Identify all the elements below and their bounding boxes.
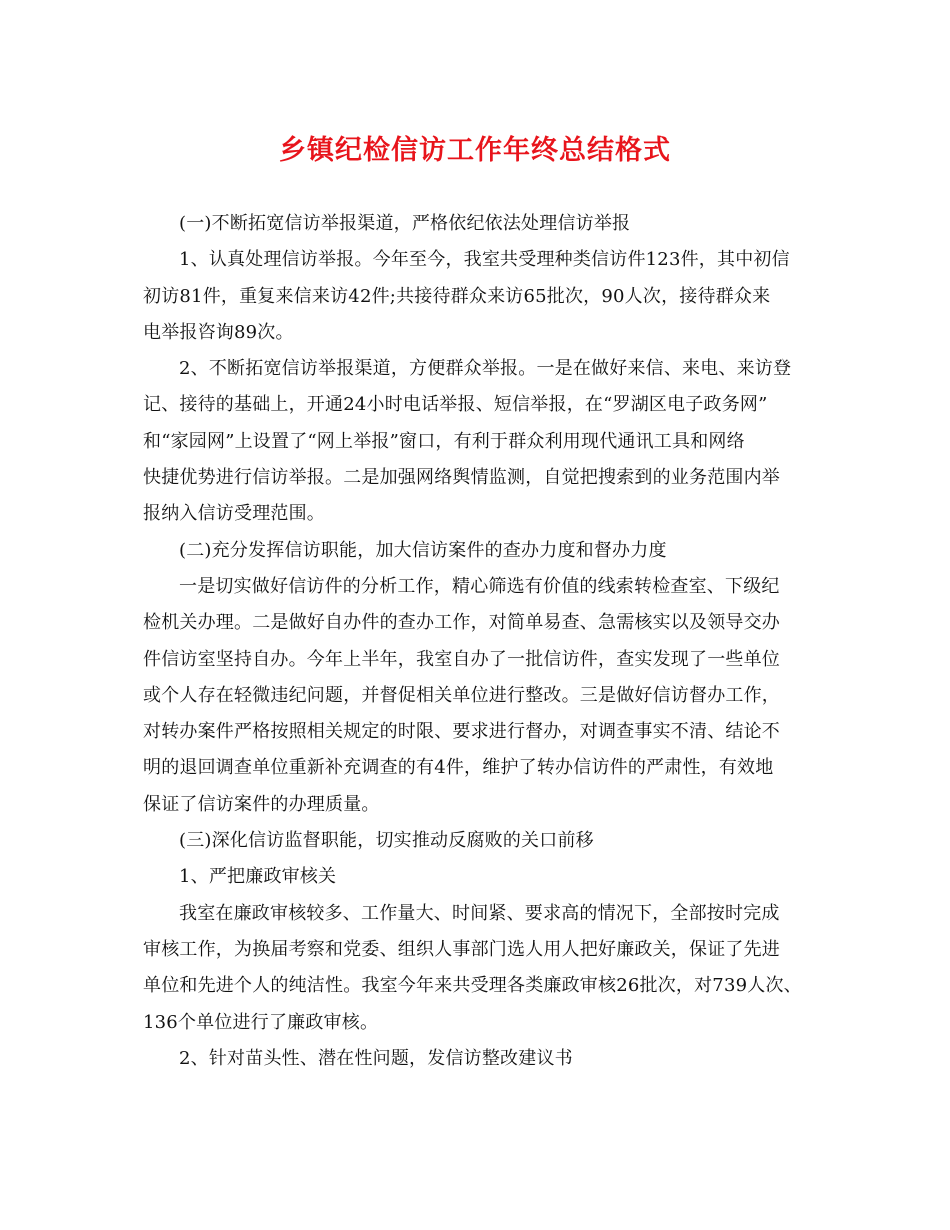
- text-line: 或个人存在轻微违纪问题，并督促相关单位进行整改。三是做好信访督办工作，: [143, 684, 780, 706]
- text-line: 审核工作，为换届考察和党委、组织人事部门选人用人把好廉政关，保证了先进: [143, 938, 780, 960]
- text-line: 明的退回调查单位重新补充调查的有4件，维护了转办信访件的严肃性，有效地: [143, 757, 774, 779]
- text-line: 快捷优势进行信访举报。二是加强网络舆情监测，自觉把搜索到的业务范围内举: [143, 467, 780, 489]
- text-line: 检机关办理。二是做好自办件的查办工作，对简单易查、急需核实以及领导交办: [143, 612, 780, 634]
- text-line: (三)深化信访监督职能，切实推动反腐败的关口前移: [179, 830, 594, 852]
- text-line: 一是切实做好信访件的分析工作，精心筛选有价值的线索转检查室、下级纪: [179, 575, 780, 597]
- text-line: 对转办案件严格按照相关规定的时限、要求进行督办，对调查事实不清、结论不: [143, 721, 780, 743]
- text-line: 1、严把廉政审核关: [179, 866, 337, 888]
- text-line: 1、认真处理信访举报。今年至今，我室共受理种类信访件123件，其中初信: [179, 249, 790, 271]
- text-line: 和“家园网”上设置了“网上举报”窗口，有利于群众利用现代通讯工具和网络: [143, 430, 745, 452]
- text-line: 2、针对苗头性、潜在性问题，发信访整改建议书: [179, 1047, 573, 1069]
- text-line: 报纳入信访受理范围。: [143, 503, 325, 525]
- text-line: 保证了信访案件的办理质量。: [143, 793, 380, 815]
- text-line: 我室在廉政审核较多、工作量大、时间紧、要求高的情况下，全部按时完成: [179, 902, 780, 924]
- text-line: 初访81件，重复来信来访42件;共接待群众来访65批次，90人次，接待群众来: [143, 285, 771, 307]
- text-line: 记、接待的基础上，开通24小时电话举报、短信举报，在“罗湖区电子政务网”: [143, 394, 768, 416]
- text-line: 电举报咨询89次。: [143, 321, 294, 343]
- text-line: (二)充分发挥信访职能，加大信访案件的查办力度和督办力度: [179, 539, 667, 561]
- text-line: 件信访室坚持自办。今年上半年，我室自办了一批信访件，查实发现了一些单位: [143, 648, 780, 670]
- text-line: 2、不断拓宽信访举报渠道，方便群众举报。一是在做好来信、来电、来访登: [179, 358, 792, 380]
- document-body: [143, 206, 803, 1077]
- text-line: 136个单位进行了廉政审核。: [143, 1011, 379, 1033]
- text-line: 单位和先进个人的纯洁性。我室今年来共受理各类廉政审核26批次，对739人次、: [143, 975, 802, 997]
- document-title: 乡镇纪检信访工作年终总结格式: [279, 135, 671, 166]
- text-line: (一)不断拓宽信访举报渠道，严格依纪依法处理信访举报: [179, 213, 631, 234]
